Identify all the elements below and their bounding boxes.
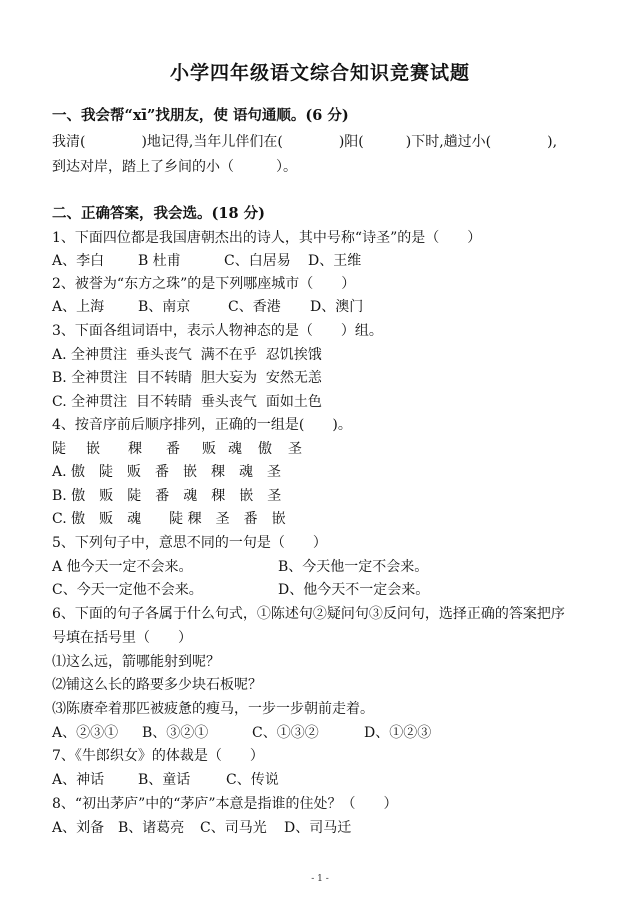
option-c: C、白居易 [224,253,291,269]
option-b: B、诸葛亮 [118,820,185,836]
option-b: B、今天他一定不会来。 [278,559,429,575]
question-4-option-c: C. 傲 贩 魂 陡 稞 圣 番 嵌 [52,511,286,527]
char: 嵌 [86,441,100,457]
char: 魂 [228,441,242,457]
option-b: B、童话 [138,772,191,788]
section1-line1: 我清( )地记得,当年儿伴们在( )阳( )下时,趟过小( ), [52,134,558,150]
question-6-item-3: ⑶陈赓牵着那匹被疲惫的瘦马，一步一步朝前走着。 [52,701,374,717]
question-5: 5、下列句子中，意思不同的一句是（ ） [52,535,327,551]
question-3-option-c: C. 全神贯注 目不转睛 垂头丧气 面如土色 [52,394,322,410]
char: 陡 [52,441,66,457]
question-6-line1: 6、下面的句子各属于什么句式，①陈述句②疑问句③反问句，选择正确的答案把序 [52,606,565,622]
question-4-characters [52,439,302,459]
option-b: B、③②① [142,725,209,741]
char: 稞 [128,441,142,457]
question-2-options [52,297,363,317]
option-c: C、司马光 [200,820,267,836]
option-d: D、他今天不一定会来。 [278,582,430,598]
question-5-options-row1 [52,557,428,577]
char: 贩 [202,441,216,457]
char: 圣 [288,441,302,457]
question-6-item-1: ⑴这么远，箭哪能射到呢？ [52,654,220,670]
option-b: B 杜甫 [138,253,181,269]
option-a: A、②③① [52,725,119,741]
page-title: 小学四年级语文综合知识竞赛试题 [169,62,470,84]
option-d: D、王维 [308,253,362,269]
question-6-options [52,723,431,743]
option-a: A、神话 [52,772,105,788]
question-7-options [52,770,279,790]
section2-heading: 二、正确答案，我会选。(18 分) [52,205,265,222]
question-8-options [52,818,351,838]
option-d: D、①②③ [364,725,432,741]
option-d: D、澳门 [310,299,364,315]
question-8: 8、“初出茅庐”中的“茅庐”本意是指谁的住处？（ ） [52,796,398,812]
question-2: 2、被誉为“东方之珠”的是下列哪座城市（ ） [52,276,356,292]
option-c: C、香港 [228,299,281,315]
question-7: 7、《牛郎织女》的体裁是（ ） [52,748,264,764]
option-d: D、司马迁 [284,820,352,836]
question-6-line2: 号填在括号里（ ） [52,630,192,646]
option-c: C、①③② [252,725,319,741]
option-c: C、今天一定他不会来。 [52,582,203,598]
question-4-option-b: B. 傲 贩 陡 番 魂 稞 嵌 圣 [52,488,282,504]
char: 番 [166,441,180,457]
section1-heading: 一、我会帮“xī”找朋友，使 语句通顺。(6 分) [52,107,349,124]
question-4: 4、按音序前后顺序排列，正确的一组是( )。 [52,417,352,433]
question-3-option-a: A. 全神贯注 垂头丧气 满不在乎 忍饥挨饿 [52,347,322,363]
question-1-options [52,251,361,271]
question-5-options-row2 [52,580,429,600]
question-6-item-2: ⑵铺这么长的路要多少块石板呢？ [52,677,262,693]
char: 傲 [258,441,272,457]
section1-line2: 到达对岸，踏上了乡间的小（ ）。 [52,159,297,175]
question-3: 3、下面各组词语中，表示人物神态的是（ ）组。 [52,323,383,339]
option-a: A、上海 [52,299,105,315]
question-4-option-a: A. 傲 陡 贩 番 嵌 稞 魂 圣 [52,464,282,480]
option-a: A、李白 [52,253,105,269]
option-c: C、传说 [226,772,279,788]
option-a: A 他今天一定不会来。 [52,559,193,575]
option-a: A、刘备 [52,820,105,836]
question-1: 1、下面四位都是我国唐朝杰出的诗人，其中号称“诗圣”的是（ ） [52,230,482,246]
option-b: B、南京 [138,299,191,315]
page-number: - 1 - [311,874,329,884]
question-3-option-b: B. 全神贯注 目不转睛 胆大妄为 安然无恙 [52,370,322,386]
